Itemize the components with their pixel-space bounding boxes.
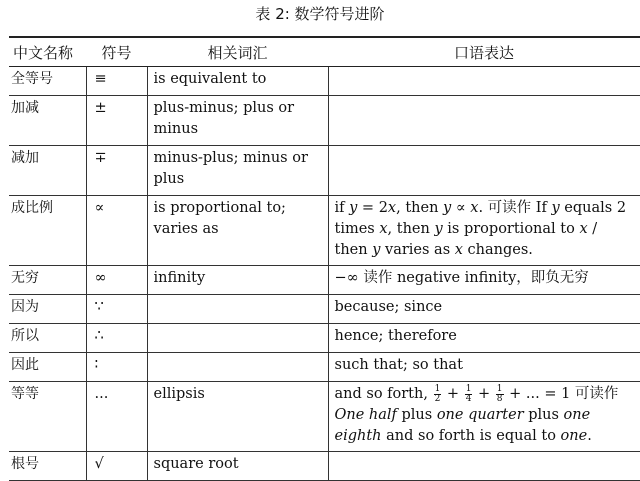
cell-symbol: ±: [86, 96, 147, 146]
spoken-italic: one eighth: [334, 407, 591, 444]
table-row: [9, 353, 640, 382]
cell-name: 根号: [9, 452, 86, 481]
cell-symbol: ∝: [86, 196, 147, 266]
math-var: x: [387, 200, 397, 216]
cell-spoken: [328, 452, 640, 481]
spoken-text: + ... = 1 可读作: [504, 386, 619, 402]
cell-related: ellipsis: [147, 382, 328, 452]
spoken-text: = 2: [357, 200, 388, 216]
cell-related: [147, 324, 328, 353]
table-row: [9, 295, 640, 324]
math-var: y: [372, 242, 381, 258]
math-var: x: [470, 200, 479, 216]
cell-name: 加减: [9, 96, 86, 146]
spoken-text: / then: [334, 221, 598, 258]
cell-related: is proportional to; varies as: [147, 196, 328, 266]
cell-symbol: ∵: [86, 295, 147, 324]
table-row: [9, 266, 640, 295]
math-var: x: [454, 242, 463, 258]
spoken-italic: one: [560, 428, 588, 444]
cell-name: 全等号: [9, 67, 86, 96]
cell-symbol: ∴: [86, 324, 147, 353]
table-header-row: [9, 37, 640, 67]
symbols-table-container: [9, 36, 640, 481]
cell-symbol: ∓: [86, 146, 147, 196]
cell-related: [147, 353, 328, 382]
cell-spoken: because; since: [328, 295, 640, 324]
cell-spoken: and so forth, $\frac{1}{2}$ + $\frac{1}{4}$ + $\frac{1}{8}$ + ... = 1 可读作 One half plus one quarter plus one eighth and so forth is equal to one.: [328, 382, 640, 452]
symbols-table: [9, 36, 640, 481]
math-var: x: [379, 221, 388, 237]
table-row: [9, 146, 640, 196]
cell-symbol: ...: [86, 382, 147, 452]
header-related: 相关词汇: [147, 37, 328, 67]
cell-related: minus-plus; minus or plus: [147, 146, 328, 196]
table-row: [9, 67, 640, 96]
header-spoken: 口语表达: [328, 37, 640, 67]
spoken-text: and so forth,: [334, 386, 433, 402]
numerator: 1: [434, 383, 441, 394]
table-row: [9, 324, 640, 353]
cell-name: 无穷: [9, 266, 86, 295]
header-name: 中文名称: [9, 37, 86, 67]
math-var: y: [443, 200, 452, 216]
table-row: [9, 452, 640, 481]
spoken-text: varies as: [380, 242, 455, 258]
math-var: x: [579, 221, 588, 237]
cell-name: 所以: [9, 324, 86, 353]
header-symbol: 符号: [86, 37, 147, 67]
spoken-text: changes.: [462, 242, 533, 258]
cell-spoken: −∞ 读作 negative infinity，即负无穷: [328, 266, 640, 295]
table-caption: 表 2: 数学符号进阶: [255, 5, 385, 23]
spoken-italic: One half: [334, 407, 397, 423]
math-var: y: [551, 200, 560, 216]
spoken-text: plus: [523, 407, 564, 423]
cell-spoken: such that; so that: [328, 353, 640, 382]
spoken-text: plus: [396, 407, 437, 423]
cell-spoken: [328, 67, 640, 96]
cell-name: 成比例: [9, 196, 86, 266]
cell-spoken: [328, 196, 640, 266]
math-var: y: [434, 221, 443, 237]
denominator: 4: [465, 393, 472, 404]
cell-related: infinity: [147, 266, 328, 295]
cell-symbol: ∞: [86, 266, 147, 295]
cell-symbol: ∶: [86, 353, 147, 382]
fraction-eighth: [496, 385, 504, 404]
spoken-italic: one quarter: [436, 407, 524, 423]
fraction-half: [434, 385, 442, 404]
cell-symbol: ≡: [86, 67, 147, 96]
cell-name: 因此: [9, 353, 86, 382]
cell-name: 等等: [9, 382, 86, 452]
cell-name: 因为: [9, 295, 86, 324]
table-row: [9, 96, 640, 146]
spoken-text: and so forth is equal to: [381, 428, 561, 444]
spoken-text: is proportional to: [442, 221, 580, 237]
spoken-text: . 可读作 If: [478, 200, 552, 216]
cell-related: plus-minus; plus or minus: [147, 96, 328, 146]
cell-related: is equivalent to: [147, 67, 328, 96]
cell-spoken: [328, 96, 640, 146]
spoken-text: ∝: [451, 200, 471, 216]
spoken-text: , then: [396, 200, 444, 216]
cell-spoken: [328, 146, 640, 196]
denominator: 8: [496, 393, 503, 404]
cell-related: [147, 295, 328, 324]
cell-spoken: hence; therefore: [328, 324, 640, 353]
spoken-text: , then: [387, 221, 435, 237]
cell-name: 减加: [9, 146, 86, 196]
cell-symbol: √: [86, 452, 147, 481]
numerator: 1: [465, 383, 472, 394]
table-row: [9, 196, 640, 266]
table-row: [9, 382, 640, 452]
spoken-text: if: [334, 200, 350, 216]
spoken-text: .: [587, 428, 592, 444]
spoken-text: equals 2 times: [334, 200, 627, 237]
fraction-quarter: [465, 385, 473, 404]
cell-related: square root: [147, 452, 328, 481]
denominator: 2: [434, 393, 441, 404]
numerator: 1: [496, 383, 503, 394]
math-var: y: [349, 200, 358, 216]
